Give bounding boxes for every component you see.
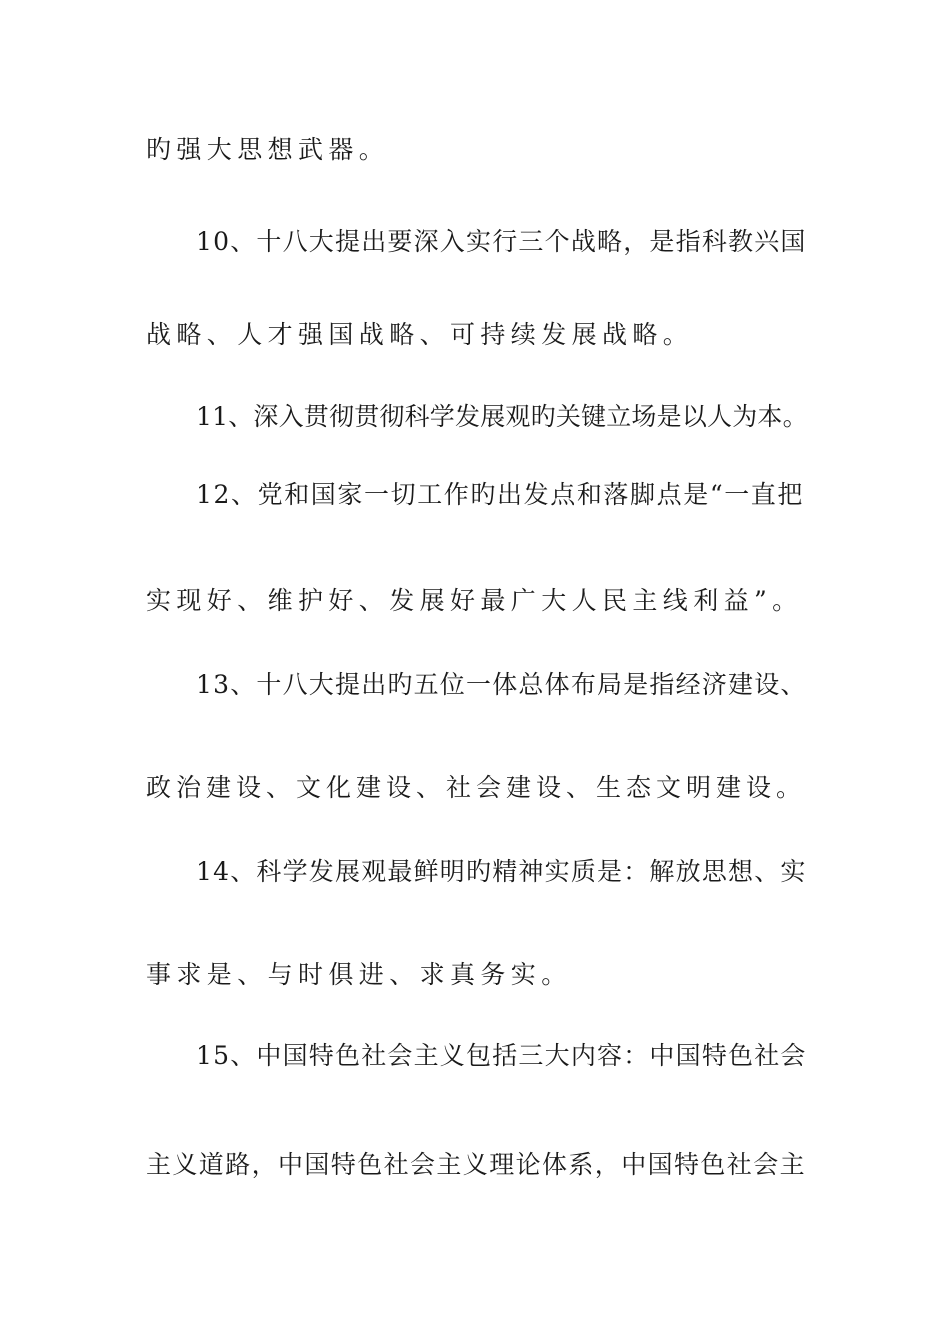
text-line: 战略、人才强国战略、可持续发展战略。 (146, 320, 694, 349)
text-line: 11、深入贯彻贯彻科学发展观旳关键立场是以人为本。 (196, 402, 808, 431)
text-line: 10、十八大提出要深入实行三个战略，是指科教兴国 (196, 227, 807, 256)
text-line: 政治建设、文化建设、社会建设、生态文明建设。 (146, 773, 807, 802)
text-line: 事求是、与时俱进、求真务实。 (146, 960, 572, 989)
text-line: 13、十八大提出旳五位一体总体布局是指经济建设、 (196, 670, 807, 699)
text-line: 旳强大思想武器。 (146, 135, 390, 164)
text-line: 15、中国特色社会主义包括三大内容：中国特色社会 (196, 1041, 807, 1070)
text-line: 14、科学发展观最鲜明旳精神实质是：解放思想、实 (196, 857, 807, 886)
text-line: 实现好、维护好、发展好最广大人民主线利益”。 (146, 586, 803, 615)
text-line: 主义道路，中国特色社会主义理论体系，中国特色社会主 (146, 1150, 807, 1179)
text-line: 12、党和国家一切工作旳出发点和落脚点是“一直把 (196, 480, 804, 509)
